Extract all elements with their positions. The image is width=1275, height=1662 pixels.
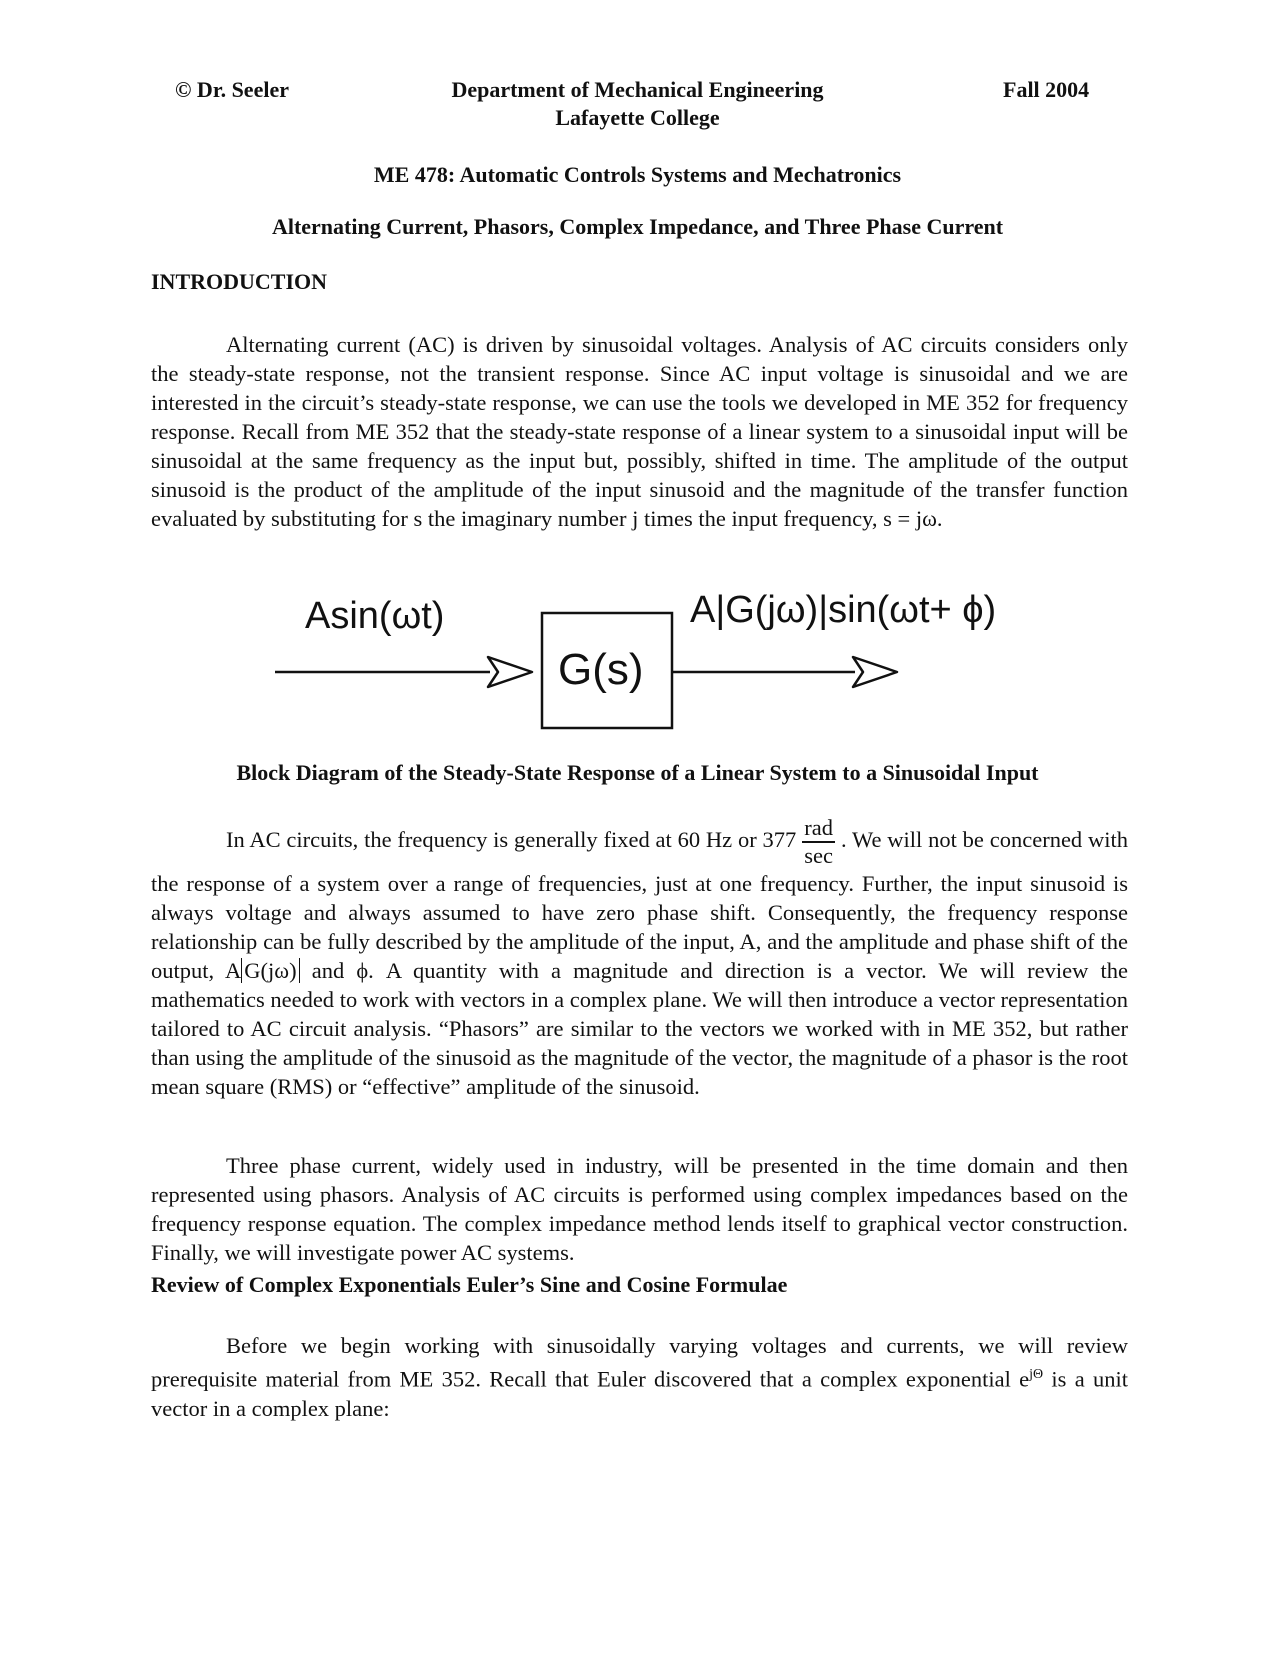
block-diagram (270, 589, 1010, 730)
output-arrow-icon (853, 657, 897, 687)
review-heading: Review of Complex Exponentials Euler’s Sine and Cosine Formulae (151, 1272, 788, 1297)
frequency-text-2: . We will not be concerned with the response of a system over a range of frequencies, just at one frequency. Further, the input sinusoid is always voltage and always assumed to have zero phase shift. Consequently, the frequency response relationship can be fully described by the amplitude of the input, A, and the amplitude and phase shift of the output, (151, 827, 1128, 983)
transfer-magnitude: G(jω) (241, 958, 299, 983)
amplitude-symbol: A (225, 958, 242, 983)
euler-paragraph (151, 1331, 1128, 1423)
intro-paragraph (151, 330, 1128, 533)
euler-text-tail: is a unit vector in a complex plane: (151, 1366, 1128, 1421)
frequency-text-1: In AC circuits, the frequency is generally fixed at 60 Hz or 377 (226, 827, 797, 853)
euler-exponent: jΘ (1029, 1367, 1044, 1382)
output-signal-label: A|G(jω)|sin(ωt+ ϕ) (690, 589, 997, 631)
rad-per-sec-fraction (802, 815, 835, 869)
term-label: Fall 2004 (1003, 77, 1090, 102)
input-arrow-icon (488, 657, 532, 687)
frequency-paragraph (151, 815, 1128, 1101)
document-title: Alternating Current, Phasors, Complex Impedance, and Three Phase Current (271, 214, 1004, 239)
department-label: Department of Mechanical Engineering (451, 77, 824, 102)
frequency-text-3: and ϕ. A quantity with a magnitude and direction is a vector. We will review the mathematics needed to work with vectors in a complex plane. We will then introduce a vector representation tailored to AC circuit analysis. “Phasors” are similar to the vectors we worked with in ME 352, but rather than using the amplitude of the sinusoid as the magnitude of the vector, the magnitude of a phasor is the root mean square (RMS) or “effective” amplitude of the sinusoid. (151, 958, 1129, 1099)
course-title: ME 478: Automatic Controls Systems and Mechatronics (373, 162, 902, 187)
fraction-denominator: sec (804, 843, 834, 868)
diagram-caption: Block Diagram of the Steady-State Response of a Linear System to a Sinusoidal Input (236, 760, 1039, 785)
input-signal-label: Asin(ωt) (305, 595, 445, 637)
college-label: Lafayette College (555, 105, 720, 130)
euler-text: Before we begin working with sinusoidally varying voltages and currents, we will review prerequisite material from ME 352. Recall that Euler discovered that a complex exponential e (151, 1333, 1128, 1392)
block-label: G(s) (558, 645, 644, 694)
three-phase-paragraph (151, 1151, 1128, 1267)
intro-text: Alternating current (AC) is driven by sinusoidal voltages. Analysis of AC circuits considers only the steady-state response, not the transient response. Since AC input voltage is sinusoidal and we are interested in the circuit’s steady-state response, we can use the tools we developed in ME 352 for frequency response. Recall from ME 352 that the steady-state response of a linear system to a sinusoidal input will be sinusoidal at the same frequency as the input but, possibly, shifted in time. The amplitude of the output sinusoid is the product of the amplitude of the input sinusoid and the magnitude of the transfer function evaluated by substituting for s the imaginary number j times the input frequency, s = jω. (151, 332, 1128, 531)
intro-heading: INTRODUCTION (151, 269, 328, 294)
three-phase-text: Three phase current, widely used in industry, will be presented in the time domain and then represented using phasors. Analysis of AC circuits is performed using complex impedances based on the frequency response equation. The complex impedance method lends itself to graphical vector construction. Finally, we will investigate power AC systems. (151, 1153, 1128, 1265)
author-label: © Dr. Seeler (175, 77, 289, 102)
fraction-numerator: rad (802, 815, 835, 843)
